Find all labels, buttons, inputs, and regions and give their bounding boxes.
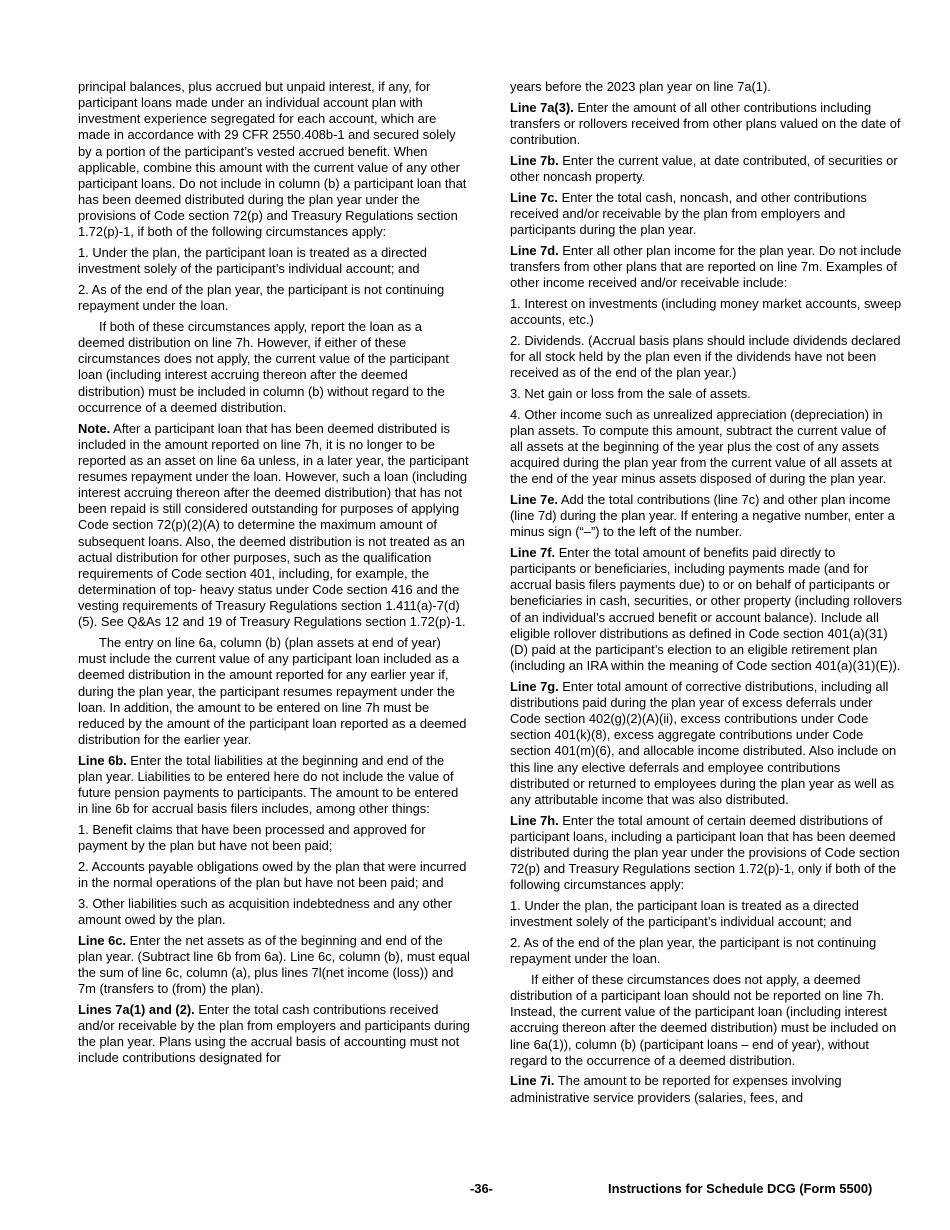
paragraph [510, 972, 902, 1069]
paragraph [510, 813, 902, 894]
right-column [510, 79, 902, 1110]
paragraph [510, 296, 902, 328]
paragraph [78, 822, 470, 854]
left-column [78, 79, 470, 1071]
paragraph [510, 679, 902, 808]
paragraph [510, 243, 902, 291]
paragraph-text: Enter the net assets as of the beginning and end of the plan year. (Subtract line 6b from 6a). Line 6c, column (b), must equal the sum of line 6c, column (a), plus lines 7l(net income (loss)) and 7m (transfers to (from) the plan). [78, 932, 470, 997]
paragraph-text: The entry on line 6a, column (b) (plan assets at end of year) must include the current value of any participant loan included as a deemed distribution in the amount reported for any earlier year if, during the plan year, the participant resumes repayment under the loan. In addition, the amount to be entered on line 7h must be reduced by the amount of the participant loan reported as a deemed distribution for the earlier year. [78, 635, 467, 748]
paragraph [510, 386, 902, 402]
paragraph-text: Enter the total cash contributions received and/or receivable by the plan from employers and participants during the plan year. Plans using the accrual basis of accounting must not include contributions designated for [78, 1001, 470, 1066]
paragraph-text: 3. Net gain or loss from the sale of assets. [510, 385, 751, 401]
paragraph-text: The amount to be reported for expenses involving administrative service providers (salaries, fees, and [510, 1073, 842, 1105]
paragraph-heading: Line 7a(3). [510, 99, 574, 115]
paragraph-text: Enter the current value, at date contributed, of securities or other noncash property. [510, 152, 898, 184]
paragraph-text: Add the total contributions (line 7c) and other plan income (line 7d) during the plan year. If entering a negative number, enter a minus sign (“–”) to the left of the number. [510, 491, 895, 540]
paragraph-text: After a participant loan that has been deemed distributed is included in the amount reported on line 7h, it is no longer to be reported as an asset on line 6a unless, in a later year, the participant resumes repayment under the loan. However, such a loan (including interest accruing thereon after the deemed distribution) that has not been repaid is still considered outstanding for purposes of applying Code section 72(p)(2)(A) to determine the maximum amount of subsequent loans. Also, the deemed distribution is not treated as an actual distribution for other purposes, such as the qualification requirements of Code section 401, including, for example, the determination of top- heavy status under Code section 416 and the vesting requirements of Treasury Regulations section 1.411(a)-7(d)(5). See Q&As 12 and 19 of Treasury Regulations section 1.72(p)-1. [78, 420, 469, 630]
paragraph [78, 635, 470, 748]
paragraph-text: 4. Other income such as unrealized appreciation (depreciation) in plan assets. To compute this amount, subtract the current value of all assets at the beginning of the year plus the cost of any assets acquired during the plan year from the current value of all assets at the end of the year minus assets disposed of during the plan year. [510, 406, 892, 487]
document-title: Instructions for Schedule DCG (Form 5500) [608, 1181, 873, 1196]
paragraph-heading: Line 7e. [510, 491, 559, 507]
paragraph [78, 79, 470, 241]
paragraph [510, 190, 902, 238]
paragraph-text: 1. Interest on investments (including money market accounts, sweep accounts, etc.) [510, 295, 902, 327]
paragraph [78, 421, 470, 631]
paragraph [510, 492, 902, 540]
paragraph-heading: Line 7f. [510, 545, 556, 560]
paragraph [510, 1073, 902, 1105]
paragraph-heading: Line 7b. [510, 152, 559, 168]
paragraph-text: Enter the total liabilities at the beginning and end of the plan year. Liabilities to be entered here do not include the value of future pension payments to participants. The amount to be entered in line 6b for accrual basis filers includes, among other things: [78, 752, 459, 817]
paragraph-heading: Line 7h. [510, 812, 559, 828]
paragraph-text: 1. Under the plan, the participant loan is treated as a directed investment solely of the participant’s individual account; and [510, 898, 859, 930]
paragraph-heading: Lines 7a(1) and (2). [78, 1001, 195, 1017]
paragraph [510, 545, 902, 674]
paragraph-text: 1. Benefit claims that have been processed and approved for payment by the plan but have not been paid; [78, 822, 426, 854]
paragraph-heading: Note. [78, 420, 111, 436]
paragraph [510, 100, 902, 148]
paragraph [510, 79, 902, 95]
paragraph [78, 896, 470, 928]
paragraph-text: Enter the total cash, noncash, and other contributions received and/or receivable by the plan from employers and participants during the plan year. [510, 189, 867, 238]
paragraph [78, 245, 470, 277]
paragraph-heading: Line 6c. [78, 932, 127, 948]
paragraph-text: 2. As of the end of the plan year, the participant is not continuing repayment under the loan. [510, 934, 877, 967]
paragraph [78, 282, 470, 314]
paragraph-text: 2. Dividends. (Accrual basis plans should include dividends declared for all stock held by the plan even if the dividends have not been received as of the end of the plan year.) [510, 332, 901, 381]
paragraph-text: If both of these circumstances apply, report the loan as a deemed distribution on line 7h. However, if either of these circumstances does not apply, the current value of the participant loan (including interest accruing thereon after the deemed distribution) must be included in column (b) without regard to the occurrence of a deemed distribution. [78, 318, 449, 415]
paragraph-heading: Line 7g. [510, 678, 559, 694]
paragraph [78, 933, 470, 998]
paragraph [78, 859, 470, 891]
paragraph [510, 407, 902, 488]
paragraph-text: Enter the total amount of certain deemed distributions of participant loans, including a participant loan that has been deemed distributed during the plan year under the provisions of Code section 72(p) and Treasury Regulations section 1.72(p)-1, only if both of the following circumstances apply: [510, 812, 900, 893]
paragraph [78, 753, 470, 818]
paragraph [510, 333, 902, 381]
paragraph [510, 898, 902, 930]
paragraph-text: Enter total amount of corrective distributions, including all distributions paid during the plan year of excess deferrals under Code section 402(g)(2)(A)(ii), excess contributions under Code section 401(k)(8), excess aggregate contributions under Code section 401(m)(6), and allocable income distributed. Also include on this line any elective deferrals and employee contributions distributed or returned to employees during the plan year as well as any attributable income that was also distributed. [510, 678, 897, 807]
paragraph [78, 319, 470, 416]
paragraph-text: principal balances, plus accrued but unpaid interest, if any, for participant loans made under an individual account plan with investment experience segregated for each account, which are made in accordance with 29 CFR 2550.408b-1 and secured solely by a portion of the participant’s vested accrued benefit. When applicable, combine this amount with the current value of any other participant loans. Do not include in column (b) a participant loan that has been deemed distributed during the plan year under the provisions of Code section 72(p) and Treasury Regulations section 1.72(p)-1, if both of the following circumstances apply: [78, 79, 467, 240]
paragraph-text: Enter the total amount of benefits paid directly to participants or beneficiaries, including payments made (and for accrual basis filers payments due) to or on behalf of participants or beneficiaries in cash, securities, or other property (including rollovers of an individual’s accrued benefit or account balance). Include all eligible rollover distributions as defined in Code section 401(a)(31)(D) paid at the participant’s election to an eligible retirement plan (including an IRA within the meaning of Code section 401(a)(31)(E)). [510, 545, 902, 674]
paragraph [78, 1002, 470, 1067]
page-number: -36- [470, 1181, 493, 1196]
paragraph [510, 935, 902, 967]
paragraph-text: 3. Other liabilities such as acquisition indebtedness and any other amount owed by the plan. [78, 895, 453, 927]
paragraph-text: Enter the amount of all other contributions including transfers or rollovers received from other plans valued on the date of contribution. [510, 99, 901, 148]
paragraph-text: Enter all other plan income for the plan year. Do not include transfers from other plans that are reported on line 7m. Examples of other income received and/or receivable include: [510, 242, 902, 291]
paragraph [510, 153, 902, 185]
paragraph-heading: Line 7c. [510, 189, 559, 205]
paragraph-text: If either of these circumstances does not apply, a deemed distribution of a participant loan should not be reported on line 7h. Instead, the current value of the participant loan (including interest accruing thereon after the deemed distribution) must be included on line 6a(1)), column (b) (participant loans – end of year), without regard to the occurrence of a deemed distribution. [510, 971, 897, 1068]
paragraph-heading: Line 7i. [510, 1073, 555, 1089]
paragraph-text: 2. Accounts payable obligations owed by the plan that were incurred in the normal operations of the plan but have not been paid; and [78, 858, 467, 891]
paragraph-heading: Line 7d. [510, 242, 559, 258]
paragraph-text: 2. As of the end of the plan year, the participant is not continuing repayment under the loan. [78, 282, 445, 314]
paragraph-text: 1. Under the plan, the participant loan is treated as a directed investment solely of the participant’s individual account; and [78, 245, 427, 277]
paragraph-text: years before the 2023 plan year on line 7a(1). [510, 79, 771, 94]
paragraph-heading: Line 6b. [78, 752, 127, 768]
